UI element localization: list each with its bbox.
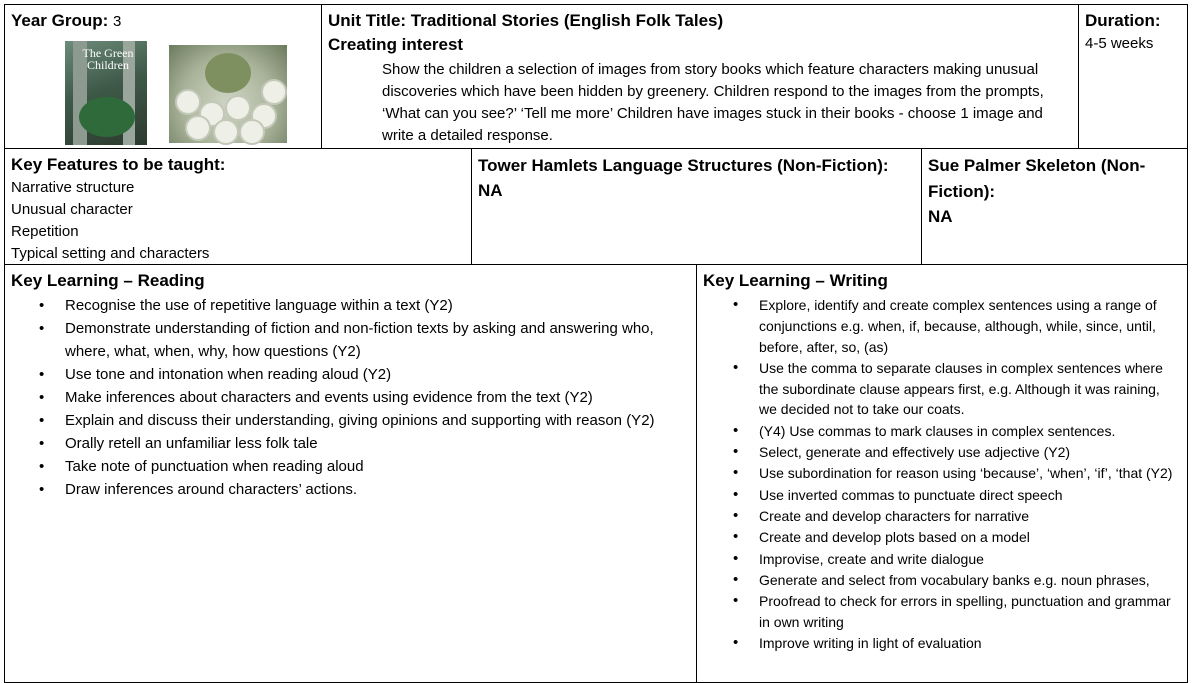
tower-hamlets-value: NA	[478, 181, 503, 200]
unit-subheading: Creating interest	[328, 35, 464, 54]
unit-title: Unit Title: Traditional Stories (English Folk Tales)	[328, 11, 724, 30]
reading-cell	[4, 264, 697, 683]
tower-hamlets-heading: Tower Hamlets Language Structures (Non-Fiction):	[478, 156, 889, 175]
writing-list	[703, 295, 1181, 654]
year-group-value: 3	[113, 13, 122, 30]
book-cover-title: The Green Children	[82, 46, 134, 72]
writing-item: • Improvise, create and write dialogue	[759, 549, 1181, 570]
tower-hamlets-cell	[471, 148, 922, 265]
reading-item: • Explain and discuss their understanding, giving opinions and supporting with reason (Y2)	[65, 410, 690, 433]
sue-palmer-value: NA	[928, 207, 953, 226]
writing-item: • Create and develop plots based on a model	[759, 527, 1181, 548]
writing-item: • (Y4) Use commas to mark clauses in complex sentences.	[759, 421, 1181, 442]
writing-item: • Explore, identify and create complex sentences using a range of conjunctions e.g. when, if, because, although, while, since, until, before, after, so, (as)	[759, 295, 1181, 357]
green-face-book-cover	[169, 45, 287, 143]
writing-cell	[696, 264, 1188, 683]
writing-heading: Key Learning – Writing	[703, 271, 888, 290]
writing-item: • Proofread to check for errors in spelling, punctuation and grammar in own writing	[759, 591, 1181, 633]
key-feature-item: Typical setting and characters	[11, 245, 210, 262]
sue-palmer-heading: Sue Palmer Skeleton (Non-Fiction):	[928, 156, 1146, 201]
writing-item: • Use the comma to separate clauses in complex sentences where the subordinate clause appears first, e.g. Although it was raining, we decided not to take our coats.	[759, 358, 1181, 420]
writing-item: • Improve writing in light of evaluation	[759, 633, 1181, 654]
key-feature-item: Narrative structure	[11, 179, 135, 196]
writing-item: • Use inverted commas to punctuate direct speech	[759, 485, 1181, 506]
year-group-cell	[4, 4, 322, 149]
reading-item: • Orally retell an unfamiliar less folk tale	[65, 433, 690, 456]
reading-item: • Take note of punctuation when reading aloud	[65, 456, 690, 479]
year-group-label: Year Group:	[11, 11, 109, 30]
key-features-cell	[4, 148, 472, 265]
year-group-heading	[11, 9, 315, 34]
unit-description: Show the children a selection of images from story books which feature characters making unusual discoveries which have been hidden by greenery. Children respond to the images from the prompts, ‘What can you see?’ ‘Tell me more’ Children have images stuck in their books - choose 1 image and write a detailed response.	[382, 61, 1044, 144]
writing-item: • Create and develop characters for narrative	[759, 506, 1181, 527]
reading-item: • Demonstrate understanding of fiction and non-fiction texts by asking and answering who, where, what, when, why, how questions (Y2)	[65, 318, 690, 363]
duration-cell	[1078, 4, 1188, 149]
writing-item: • Select, generate and effectively use adjective (Y2)	[759, 442, 1181, 463]
reading-list	[11, 295, 690, 501]
key-features-heading: Key Features to be taught:	[11, 155, 226, 174]
writing-item: • Generate and select from vocabulary banks e.g. noun phrases,	[759, 570, 1181, 591]
reading-item: • Use tone and intonation when reading aloud (Y2)	[65, 364, 690, 387]
key-feature-item: Repetition	[11, 223, 79, 240]
sue-palmer-cell	[921, 148, 1188, 265]
reading-item: • Recognise the use of repetitive language within a text (Y2)	[65, 295, 690, 318]
duration-value: 4-5 weeks	[1085, 35, 1154, 52]
reading-item: • Draw inferences around characters’ actions.	[65, 479, 690, 502]
key-feature-item: Unusual character	[11, 201, 133, 218]
green-children-book-cover	[65, 41, 147, 145]
unit-title-cell	[321, 4, 1079, 149]
duration-label: Duration:	[1085, 11, 1161, 30]
writing-item: • Use subordination for reason using ‘because’, ‘when’, ‘if’, ‘that (Y2)	[759, 463, 1181, 484]
reading-heading: Key Learning – Reading	[11, 271, 205, 290]
reading-item: • Make inferences about characters and events using evidence from the text (Y2)	[65, 387, 690, 410]
